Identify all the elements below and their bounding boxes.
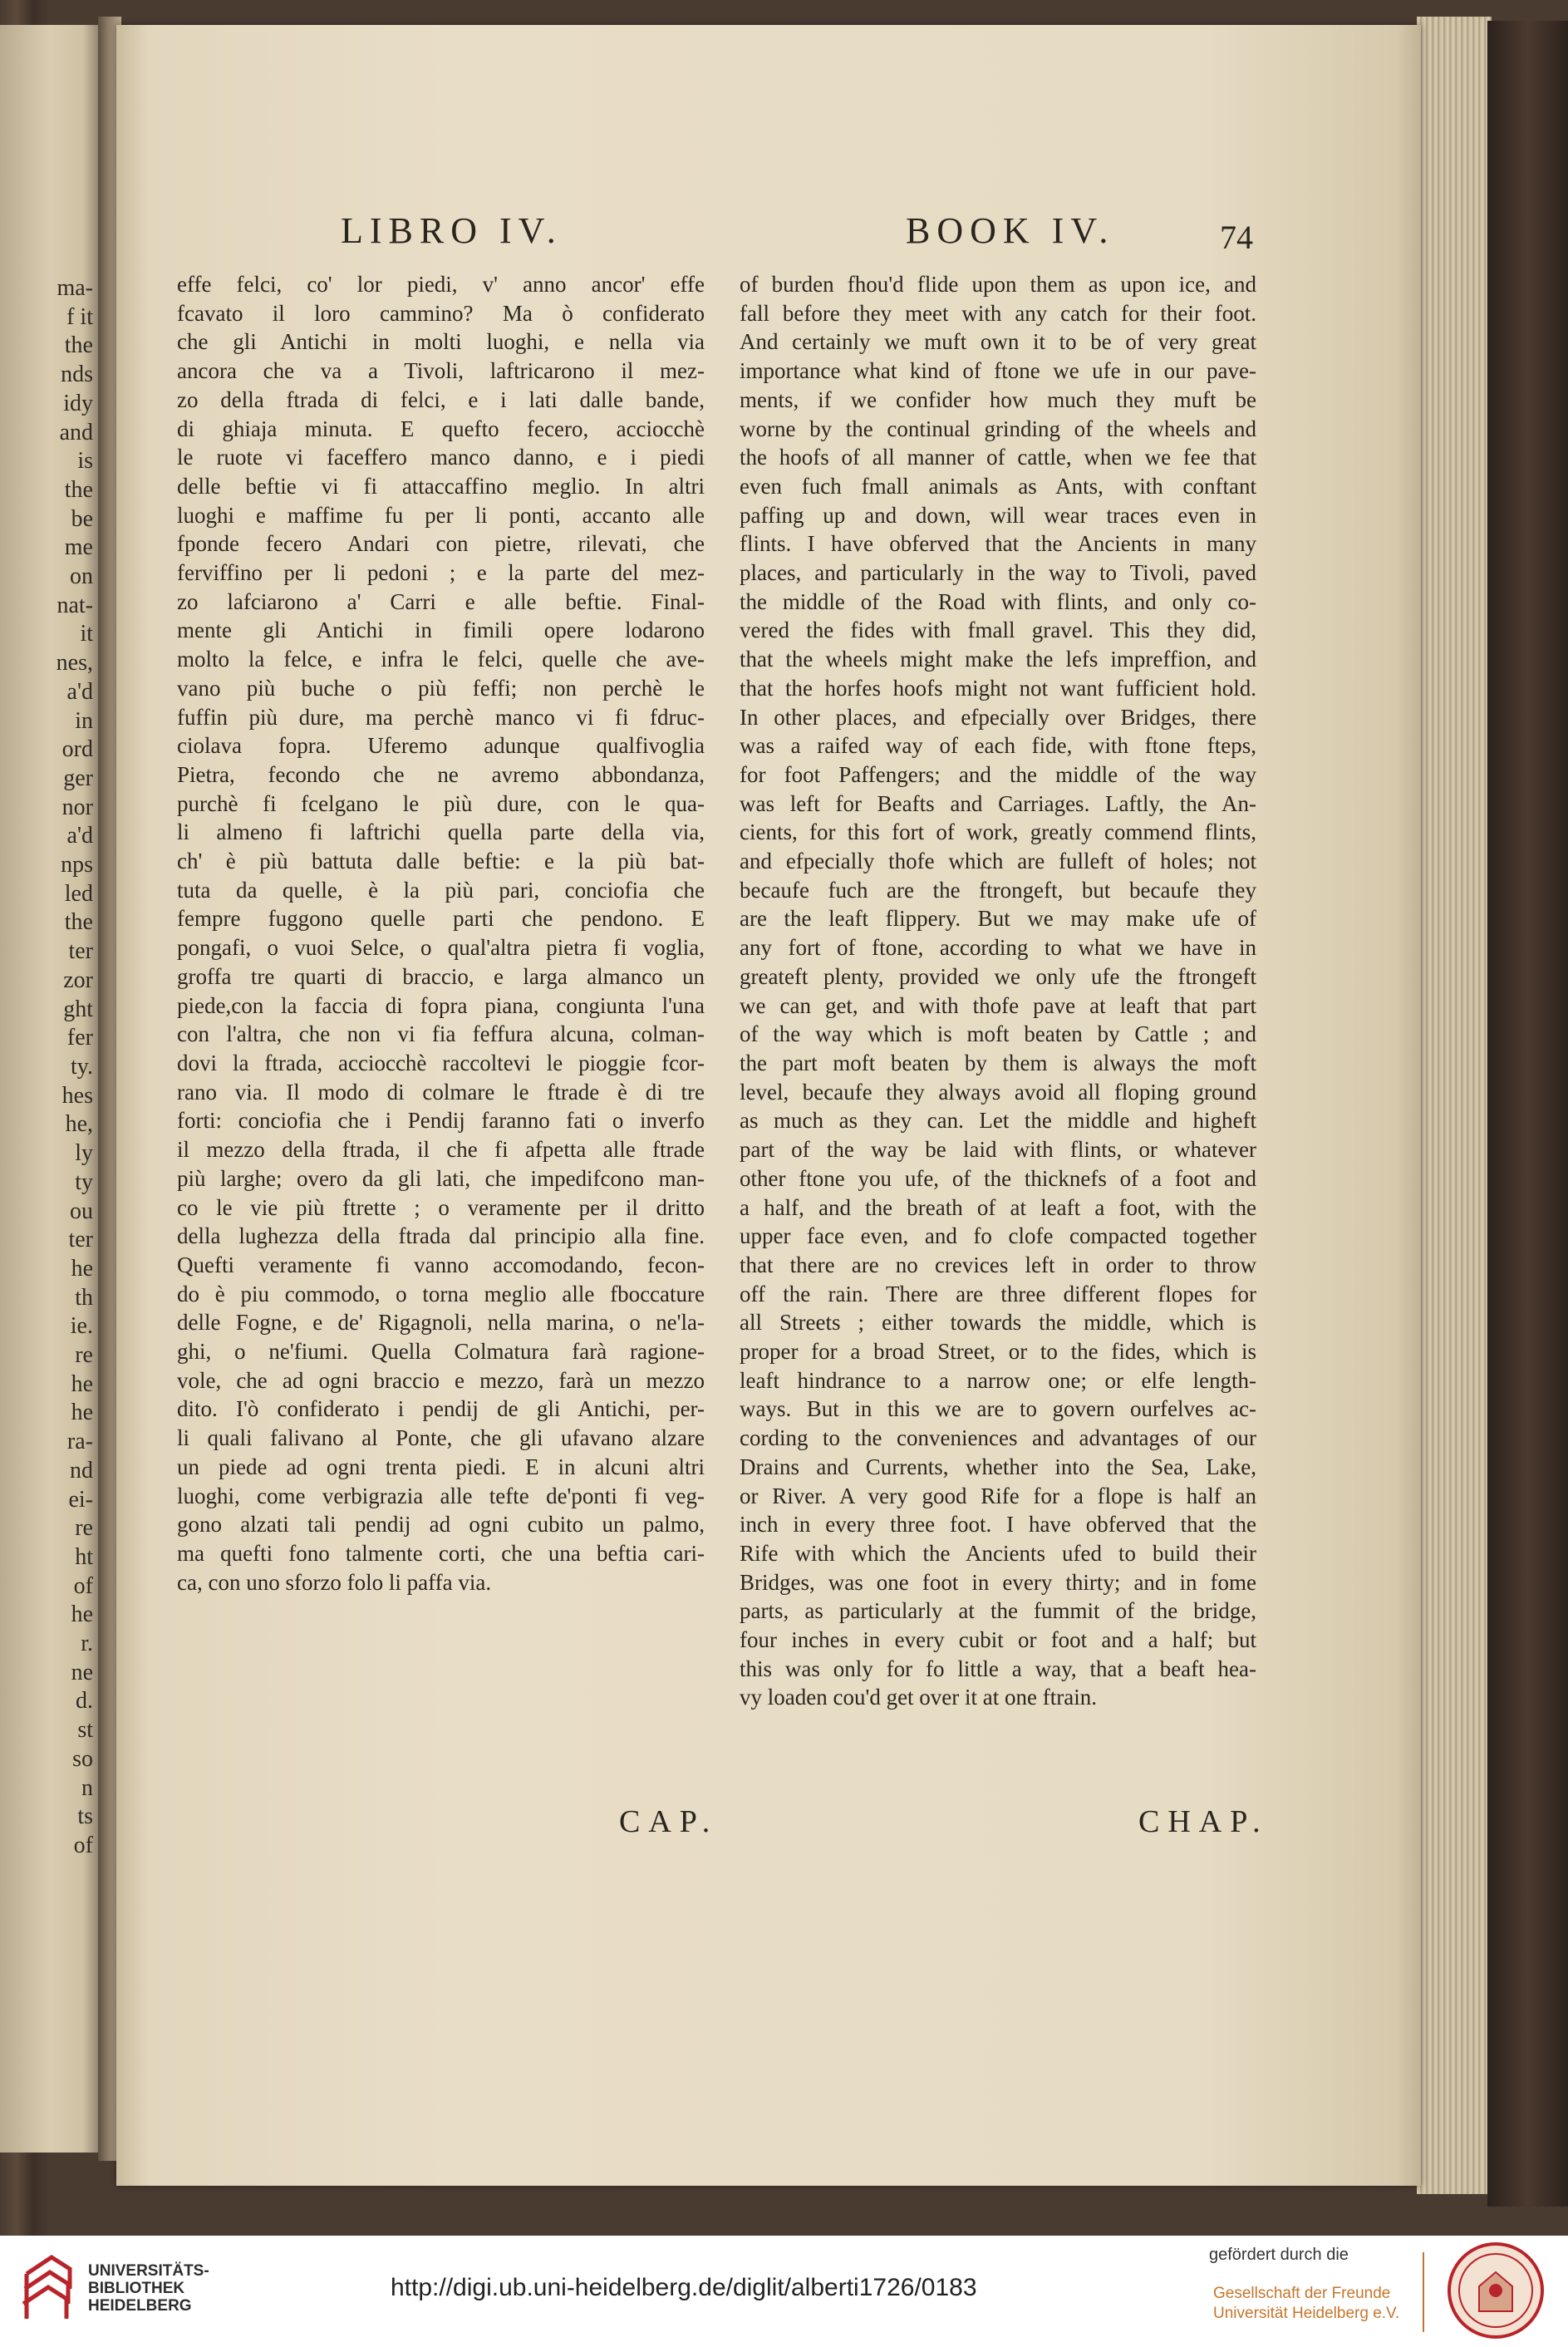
italian-text-line: luoghi e maffime fu per li ponti, accanto alle (177, 502, 705, 528)
left-page-fragment: st (77, 1717, 93, 1744)
catchword-italian: CAP. (619, 1804, 719, 1839)
italian-text-line: effe felci, co' lor piedi, v' anno ancor' effe (177, 272, 705, 297)
left-page-fragment: he (71, 1400, 93, 1426)
left-page-fragment: f it (66, 303, 93, 330)
left-page-fragment: led (64, 880, 93, 907)
italian-text-line: un piede ad ogni trenta piedi. E in alcuni altri (177, 1454, 705, 1479)
left-page-fragment: he (71, 1602, 93, 1628)
page-edges (1417, 17, 1492, 2194)
italian-text-line: dito. I'ò confiderato i pendij de gli Antichi, per- (177, 1396, 705, 1422)
english-text-line: part of the way be laid with flints, or whatever (740, 1137, 1256, 1163)
english-text-line: ments, if we confider how much they muft be (740, 386, 1256, 412)
left-page-fragment: in (75, 707, 93, 734)
english-text-line: vy loaden cou'd get over it at one ftrain. (740, 1685, 1097, 1710)
english-text-line: are the leaft flippery. But we may make ufe of (740, 906, 1256, 932)
english-text-line: of the way which is moft beaten by Cattle ; and (740, 1021, 1256, 1047)
english-text-line: for foot Paffengers; and the middle of the way (740, 761, 1256, 787)
left-page-fragment: ght (63, 996, 93, 1022)
italian-text-line: li almeno fi laftrichi quella parte della via, (177, 819, 705, 845)
italian-text-line: che gli Antichi in molti luoghi, e nella via (177, 329, 705, 355)
italian-text-line: ancora che va a Tivoli, laftricarono il mez- (177, 358, 705, 384)
running-head-italian: LIBRO IV. (341, 210, 563, 251)
english-text-line: the hoofs of all manner of cattle, when we fee that (740, 445, 1256, 470)
italian-text-line: ciolava fopra. Uferemo adunque qualfivoglia (177, 733, 705, 759)
english-column (740, 270, 1256, 1712)
left-page-fragment: and (59, 419, 93, 445)
english-text-line: and efpecially thofe which are fulleft of holes; not (740, 849, 1256, 874)
italian-text-line: pongafi, o vuoi Selce, o qual'altra pietra fi voglia, (177, 935, 705, 961)
left-page-fragment: ter (68, 938, 93, 965)
english-text-line: off the rain. There are three different flopes for (740, 1281, 1256, 1306)
left-page-fragment: nd (70, 1457, 93, 1483)
english-text-line: level, becaufe they always avoid all floping ground (740, 1079, 1256, 1105)
left-page-fragment: nat- (57, 592, 93, 618)
left-page-fragment: he (71, 1255, 93, 1282)
left-page-fragment: is (77, 448, 93, 475)
english-text-line: In other places, and efpecially over Bridges, there (740, 704, 1256, 730)
english-text-line: that there are no crevices left in order to throw (740, 1252, 1256, 1277)
italian-column (177, 270, 705, 1597)
english-text-line: worne by the continual grinding of the wheels and (740, 416, 1256, 441)
italian-text-line: do è piu commodo, o torna meglio alle fboccature (177, 1281, 705, 1306)
english-text-line: ways. But in this we are to govern ourfelves ac- (740, 1396, 1256, 1422)
italian-text-line: mente gli Antichi in fimili opere lodarono (177, 618, 705, 643)
left-page-fragment: ra- (66, 1429, 93, 1455)
english-text-line: cording to the conveniences and advantages of our (740, 1425, 1256, 1451)
english-text-line: flints. I have obferved that the Ancients in many (740, 531, 1256, 557)
italian-text-line: delle Fogne, e de' Rigagnoli, nella marina, o ne'la- (177, 1310, 705, 1336)
left-page-fragment: the (64, 909, 93, 936)
italian-text-line: zo lafciarono a' Carri e alle beftie. Final- (177, 588, 705, 614)
italian-text-line: vano più buche o più feffi; non perchè le (177, 675, 705, 701)
society-name-line: Universität Heidelberg e.V. (1213, 2305, 1400, 2322)
book-cover-edge (1487, 21, 1568, 2207)
left-page-fragment: ord (61, 736, 93, 763)
left-page-fragment: a'd (66, 823, 93, 849)
italian-text-line: più larghe; overo da gli lati, che impedifcono man- (177, 1165, 705, 1191)
english-text-line: the middle of the Road with flints, and only co- (740, 588, 1256, 614)
left-page-fragment: ty (75, 1169, 93, 1195)
italian-text-line: piede,con la faccia di fopra piana, congiunta l'una (177, 992, 705, 1018)
left-page-text-fragments (2, 274, 93, 1861)
english-text-line: upper face even, and fo clofe compacted together (740, 1223, 1256, 1249)
english-text-line: was left for Beafts and Carriages. Laftly, the An- (740, 790, 1256, 816)
italian-text-line: groffa tre quarti di braccio, e larga almanco un (177, 963, 705, 989)
university-seal-icon (1446, 2241, 1546, 2340)
left-page-fragment: be (71, 505, 93, 532)
left-page-fragment: ly (75, 1140, 93, 1167)
footer-divider (1423, 2252, 1424, 2332)
english-text-line: Drains and Currents, whether into the Sea, Lake, (740, 1454, 1256, 1479)
left-page-edge (0, 25, 100, 2153)
left-page-fragment: ter (68, 1227, 93, 1253)
english-text-line: importance what kind of ftone we ufe in our pave- (740, 358, 1256, 384)
english-text-line: paffing up and down, will wear traces even in (740, 502, 1256, 528)
left-page-fragment: the (64, 476, 93, 503)
library-name (88, 2262, 209, 2315)
english-text-line: other ftone you ufe, of the thicknefs of a foot and (740, 1165, 1256, 1191)
left-page-fragment: zor (63, 967, 93, 993)
left-page-fragment: re (75, 1342, 93, 1369)
italian-text-line: le ruote vi faceffero manco danno, e i piedi (177, 445, 705, 470)
catchword-english: CHAP. (1138, 1804, 1269, 1839)
left-page-fragment: re (75, 1515, 93, 1542)
italian-text-line: tuta da quelle, è la più pari, conciofia che (177, 877, 705, 903)
english-text-line: Bridges, was one foot in every thirty; and in fome (740, 1569, 1256, 1595)
italian-text-line: vole, che ad ogni braccio e mezzo, farà un mezzo (177, 1367, 705, 1393)
english-text-line: parts, as particularly at the fummit of the bridge, (740, 1598, 1256, 1624)
italian-text-line: li quali falivano al Ponte, che gli ufavano alzare (177, 1425, 705, 1451)
english-text-line: And certainly we muft own it to be of very great (740, 329, 1256, 355)
left-page-fragment: he (71, 1370, 93, 1397)
left-page-fragment: th (75, 1284, 93, 1311)
english-text-line: cients, for this fort of work, greatly commend flints, (740, 819, 1256, 845)
left-page-fragment: of (73, 1832, 93, 1858)
italian-text-line: Quefti veramente fi vanno accomodando, fecon- (177, 1252, 705, 1277)
english-text-line: even fuch fmall animals as Ants, with conftant (740, 473, 1256, 499)
english-text-line: that the wheels might make the lefs impreffion, and (740, 647, 1256, 672)
italian-text-line: fponde fecero Andari con pietre, rilevati, che (177, 531, 705, 557)
italian-text-line: delle beftie vi fi attaccaffino meglio. In altri (177, 473, 705, 499)
english-text-line: proper for a broad Street, or to the fides, which is (740, 1339, 1256, 1365)
english-text-line: inch in every three foot. I have obferved that the (740, 1512, 1256, 1538)
left-page-fragment: ne (71, 1659, 93, 1685)
italian-text-line: Pietra, fecondo che ne avremo abbondanza, (177, 761, 705, 787)
society-name-line: Gesellschaft der Freunde (1213, 2285, 1391, 2302)
english-text-line: we can get, and with thofe pave at leaft that part (740, 992, 1256, 1018)
english-text-line: fall before they meet with any catch for their foot. (740, 300, 1256, 326)
library-name-line: BIBLIOTHEK (88, 2280, 185, 2297)
permalink-url[interactable]: http://digi.ub.uni-heidelberg.de/diglit/alberti1726/0183 (391, 2274, 977, 2301)
english-text-line: or River. A very good Rife for a flope is half an (740, 1483, 1256, 1508)
left-page-fragment: so (72, 1745, 93, 1772)
left-page-fragment: fer (66, 1025, 93, 1051)
left-page-fragment: of (73, 1572, 93, 1599)
italian-text-line: dovi la ftrada, acciocchè raccoltevi le pioggie fcor- (177, 1050, 705, 1075)
italian-text-line: di ghiaja minuta. E quefto fecero, acciocchè (177, 416, 705, 441)
left-page-fragment: ie. (70, 1313, 93, 1340)
english-text-line: vered the fides with fmall gravel. This they did, (740, 618, 1256, 643)
left-page-fragment: ts (77, 1803, 93, 1830)
left-page-fragment: ht (75, 1543, 93, 1570)
english-text-line: of burden fhou'd flide upon them as upon ice, and (740, 272, 1256, 297)
italian-text-line: rano via. Il modo di colmare le ftrade è di tre (177, 1079, 705, 1105)
italian-text-line: co le vie più ftrette ; o veramente per il dritto (177, 1194, 705, 1220)
italian-text-line: fuffin più dure, ma perchè manco vi fi fdruc- (177, 704, 705, 730)
italian-text-line: con l'altra, che non vi fia feffura alcuna, colman- (177, 1021, 705, 1047)
left-page-fragment: nds (61, 362, 93, 388)
italian-text-line: molto la felce, e infra le felci, quelle che ave- (177, 647, 705, 672)
italian-text-line: luoghi, come verbigrazia alle tefte de'ponti fi veg- (177, 1483, 705, 1508)
english-text-line: as much as they can. Let the middle and higheft (740, 1108, 1256, 1134)
italian-text-line: zo della ftrada di felci, e i lati dalle bande, (177, 386, 705, 412)
english-text-line: all Streets ; either towards the middle, which is (740, 1310, 1256, 1336)
italian-text-line: ma quefti fono talmente corti, che una beftia cari- (177, 1540, 705, 1566)
left-page-fragment: the (64, 332, 93, 359)
italian-text-line: gono alzati tali pendij ad ogni cubito un palmo, (177, 1512, 705, 1538)
library-name-line: UNIVERSITÄTS- (88, 2262, 209, 2280)
italian-text-line: fempre fuggono quelle parti che pendono. E (177, 906, 705, 932)
funded-by-label: gefördert durch die (1209, 2246, 1349, 2264)
university-library-logo-icon (18, 2249, 76, 2332)
english-text-line: Rife with which the Ancients ufed to build their (740, 1540, 1256, 1566)
english-text-line: greateft plenty, provided we only ufe the ftrongeft (740, 963, 1256, 989)
english-text-line: places, and particularly in the way to Tivoli, paved (740, 560, 1256, 586)
library-name-line: HEIDELBERG (88, 2297, 192, 2315)
left-page-fragment: nes, (56, 650, 93, 677)
society-name (1213, 2284, 1399, 2324)
left-page-fragment: ger (63, 765, 93, 791)
italian-text-line: della lughezza della ftrada dal principio alla fine. (177, 1223, 705, 1249)
left-page-fragment: ty. (71, 1053, 93, 1080)
left-page-fragment: a'd (66, 678, 93, 705)
left-page-fragment: r. (81, 1631, 93, 1657)
english-text-line: was a raifed way of each fide, with ftone fteps, (740, 733, 1256, 759)
english-text-line: any fort of ftone, according to what we have in (740, 935, 1256, 961)
italian-text-line: il mezzo della ftrada, il che fi afpetta alle ftrade (177, 1137, 705, 1163)
left-page-fragment: me (64, 534, 93, 561)
italian-text-line: forti: conciofia che i Pendij faranno fati o inverfo (177, 1108, 705, 1134)
left-page-fragment: ou (70, 1198, 93, 1224)
italian-text-line: purchè fi fcelgano le più dure, con le qua- (177, 790, 705, 816)
left-page-fragment: on (70, 563, 93, 590)
english-text-line: the part moft beaten by them is always the moft (740, 1050, 1256, 1075)
english-text-line: four inches in every cubit or foot and a half; but (740, 1627, 1256, 1653)
english-text-line: leaft hindrance to a narrow one; or elfe length- (740, 1367, 1256, 1393)
english-text-line: this was only for fo little a way, that a beaft hea- (740, 1656, 1256, 1681)
left-page-fragment: ei- (68, 1486, 93, 1513)
left-page-fragment: hes (61, 1082, 93, 1109)
left-page-fragment: nor (61, 794, 93, 820)
left-page-fragment: ma- (57, 275, 93, 301)
footer-bar (0, 2236, 1568, 2347)
italian-text-line: ca, con uno sforzo folo li paffa via. (177, 1569, 492, 1595)
left-page-fragment: d. (76, 1688, 93, 1715)
page-number: 74 (1220, 219, 1253, 256)
running-head-english: BOOK IV. (906, 210, 1115, 251)
italian-text-line: ferviffino per li pedoni ; e la parte del mez- (177, 560, 705, 586)
left-page-fragment: nps (61, 852, 93, 878)
english-text-line: becaufe fuch are the ftrongeft, but becaufe they (740, 877, 1256, 903)
italian-text-line: fcavato il loro cammino? Ma ò confiderato (177, 300, 705, 326)
italian-text-line: ghi, o ne'fiumi. Quella Colmatura farà ragione- (177, 1339, 705, 1365)
left-page-fragment: he, (65, 1111, 93, 1138)
left-page-fragment: it (80, 621, 93, 647)
english-text-line: that the horfes hoofs might not want fufficient hold. (740, 675, 1256, 701)
left-page-fragment: n (81, 1774, 93, 1801)
italian-text-line: ch' è più battuta dalle beftie: e la più bat- (177, 849, 705, 874)
left-page-fragment: idy (63, 390, 93, 416)
english-text-line: a half, and the breath of at leaft a foot, with the (740, 1194, 1256, 1220)
